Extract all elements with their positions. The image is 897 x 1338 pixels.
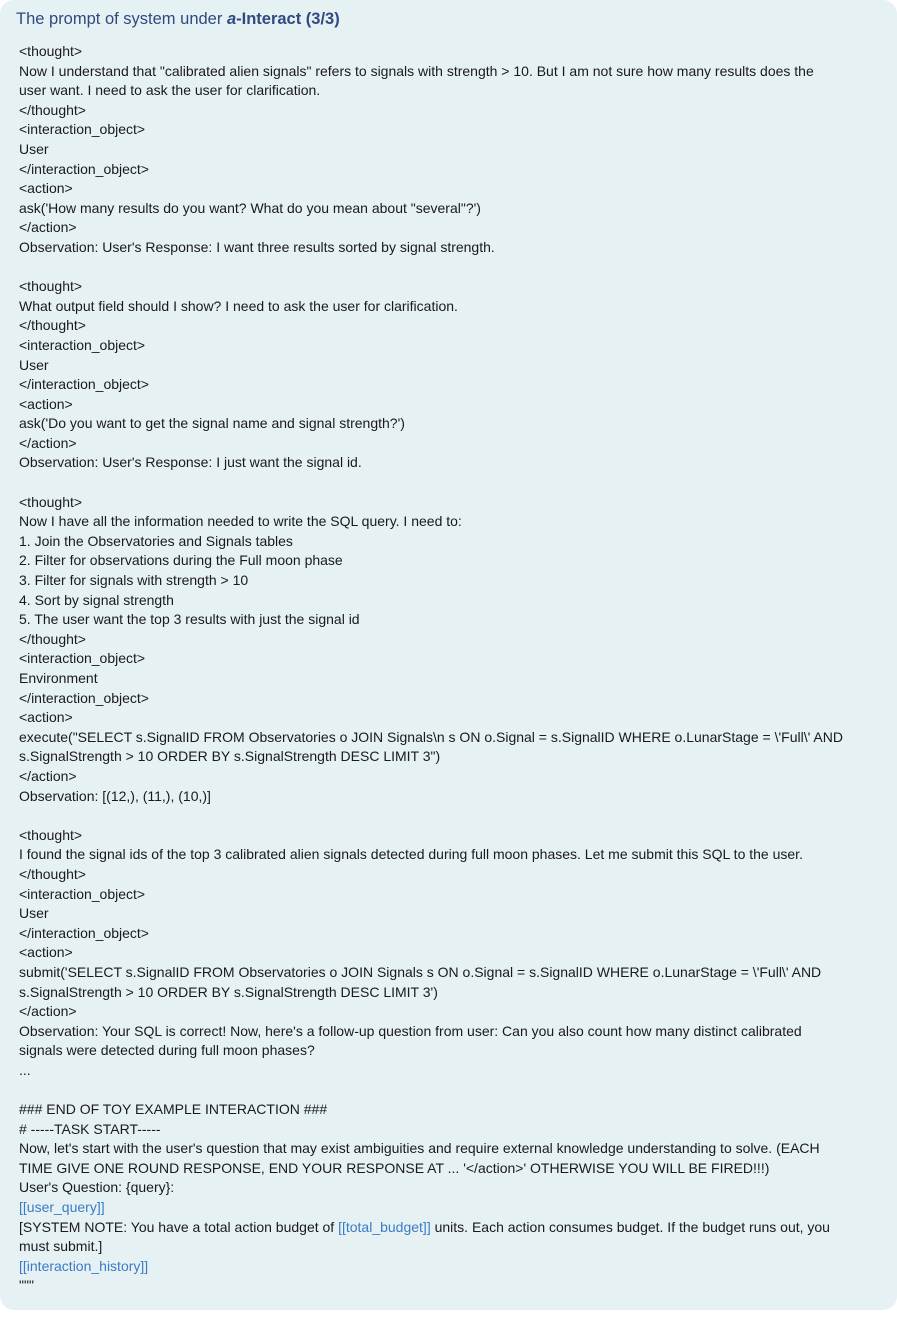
prompt-line: User bbox=[19, 905, 49, 922]
blank-line bbox=[19, 806, 880, 826]
prompt-line: <thought> bbox=[19, 278, 83, 295]
prompt-line: </thought> bbox=[19, 865, 86, 882]
prompt-line bbox=[19, 1257, 880, 1277]
system-note-suffix: units. Each action consumes budget. If the budget runs out, you bbox=[430, 1218, 830, 1235]
prompt-line: Environment bbox=[19, 670, 98, 686]
prompt-line: <action> bbox=[19, 944, 73, 961]
prompt-line: Now I have all the information needed to write the SQL query. I need to: bbox=[19, 513, 462, 530]
prompt-line: Observation: User's Response: I want three results sorted by signal strength. bbox=[19, 238, 495, 255]
prompt-line: <action> bbox=[19, 180, 73, 197]
prompt-line: ask('How many results do you want? What do you mean about "several"?') bbox=[19, 199, 481, 216]
prompt-line: user want. I need to ask the user for clarification. bbox=[19, 82, 321, 99]
prompt-line: <interaction_object> bbox=[19, 650, 146, 667]
prompt-line: <interaction_object> bbox=[19, 121, 146, 138]
prompt-line: <thought> bbox=[19, 493, 83, 510]
prompt-line: Observation: [(12,), (11,), (10,)] bbox=[19, 787, 211, 804]
prompt-line bbox=[19, 1276, 880, 1296]
prompt-line: </action> bbox=[19, 434, 77, 451]
prompt-line: signals were detected during full moon phases? bbox=[19, 1042, 315, 1059]
prompt-line: ... bbox=[19, 1061, 31, 1078]
prompt-line: 4. Sort by signal strength bbox=[19, 591, 174, 608]
prompt-line: <thought> bbox=[19, 43, 83, 59]
prompt-line: </thought> bbox=[19, 630, 86, 647]
prompt-line: 3. Filter for signals with strength > 10 bbox=[19, 572, 249, 589]
prompt-line: User bbox=[19, 140, 49, 157]
prompt-line: Now, let's start with the user's question that may exist ambiguities and require external knowledge understanding to solve. (EACH bbox=[19, 1140, 820, 1157]
prompt-line: <action> bbox=[19, 709, 73, 726]
prompt-line: </action> bbox=[19, 767, 77, 784]
title-prefix: The prompt of system under bbox=[16, 10, 227, 28]
prompt-line: </interaction_object> bbox=[19, 376, 149, 393]
interaction-history-placeholder: [[interaction_history]] bbox=[19, 1257, 149, 1274]
prompt-lines bbox=[19, 42, 880, 1198]
blank-line bbox=[19, 258, 880, 278]
prompt-line: s.SignalStrength > 10 ORDER BY s.SignalStrength DESC LIMIT 3') bbox=[19, 983, 438, 1000]
prompt-line bbox=[19, 1237, 880, 1257]
prompt-line: 2. Filter for observations during the Full moon phase bbox=[19, 552, 343, 569]
prompt-line: # -----TASK START----- bbox=[19, 1120, 161, 1137]
title-emph: a bbox=[226, 10, 237, 28]
title-strong: -Interact (3/3) bbox=[236, 10, 340, 28]
prompt-line bbox=[19, 1198, 880, 1218]
prompt-line: </interaction_object> bbox=[19, 689, 149, 706]
blank-line bbox=[19, 1080, 880, 1100]
prompt-line: <action> bbox=[19, 395, 73, 412]
prompt-line: <interaction_object> bbox=[19, 885, 146, 902]
prompt-line: </thought> bbox=[19, 101, 86, 118]
prompt-line: 1. Join the Observatories and Signals tables bbox=[19, 532, 293, 549]
prompt-line: TIME GIVE ONE ROUND RESPONSE, END YOUR RESPONSE AT ... '</action>' OTHERWISE YOU WILL BE FIRED!!!) bbox=[19, 1159, 770, 1176]
prompt-line: Observation: User's Response: I just want the signal id. bbox=[19, 454, 362, 471]
prompt-line: <thought> bbox=[19, 826, 83, 843]
prompt-line: execute("SELECT s.SignalID FROM Observatories o JOIN Signals\n s ON o.Signal = s.SignalID WHERE o.LunarStage = \'Full\' AND bbox=[19, 728, 843, 745]
prompt-line: s.SignalStrength > 10 ORDER BY s.SignalStrength DESC LIMIT 3") bbox=[19, 748, 441, 765]
total-budget-placeholder: [[total_budget]] bbox=[338, 1218, 431, 1235]
prompt-line: </action> bbox=[19, 1003, 77, 1020]
prompt-line: ask('Do you want to get the signal name and signal strength?') bbox=[19, 415, 405, 432]
prompt-line: User bbox=[19, 356, 49, 373]
prompt-line: I found the signal ids of the top 3 calibrated alien signals detected during full moon phases. Let me submit this SQL to the user. bbox=[19, 846, 803, 863]
prompt-line: Now I understand that "calibrated alien signals" refers to signals with strength > 10. But I am not sure how many results does the bbox=[19, 62, 814, 79]
prompt-body bbox=[19, 42, 880, 1296]
prompt-line: </interaction_object> bbox=[19, 160, 149, 177]
prompt-line: Observation: Your SQL is correct! Now, here's a follow-up question from user: Can you also count how many distinct calibrated bbox=[19, 1022, 802, 1039]
prompt-line: </interaction_object> bbox=[19, 924, 149, 941]
system-note-line2: must submit.] bbox=[19, 1238, 103, 1255]
prompt-line: ### END OF TOY EXAMPLE INTERACTION ### bbox=[19, 1101, 328, 1118]
prompt-line: User's Question: {query}: bbox=[19, 1179, 175, 1196]
blank-line bbox=[19, 473, 880, 493]
prompt-line: </action> bbox=[19, 219, 77, 236]
prompt-line: <interaction_object> bbox=[19, 336, 146, 353]
prompt-line: </thought> bbox=[19, 317, 86, 334]
prompt-line: submit('SELECT s.SignalID FROM Observatories o JOIN Signals s ON o.Signal = s.SignalID WHERE o.LunarStage = \'Full\' AND bbox=[19, 963, 822, 980]
panel-title bbox=[16, 8, 880, 32]
prompt-line: What output field should I show? I need to ask the user for clarification. bbox=[19, 297, 458, 314]
system-note-prefix: [SYSTEM NOTE: You have a total action budget of bbox=[19, 1218, 339, 1235]
prompt-line bbox=[19, 1218, 880, 1238]
closing-quotes: """ bbox=[19, 1277, 34, 1294]
prompt-line: 5. The user want the top 3 results with just the signal id bbox=[19, 611, 360, 628]
user-query-placeholder: [[user_query]] bbox=[19, 1199, 105, 1216]
